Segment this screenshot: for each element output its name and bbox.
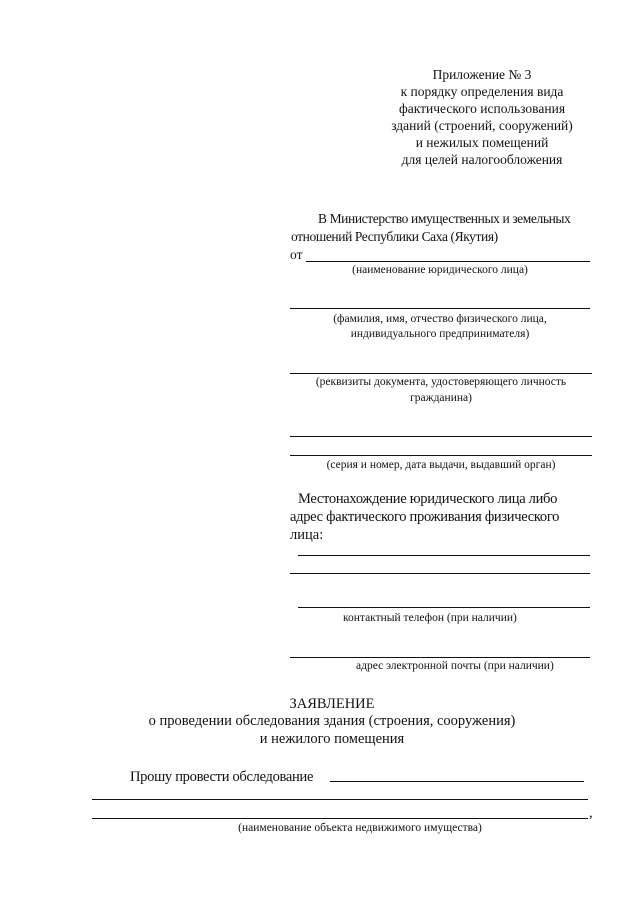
appendix-block xyxy=(370,66,594,168)
id-document-caption-line1: (реквизиты документа, удостоверяющего личность xyxy=(315,376,567,388)
from-label: от xyxy=(290,247,303,262)
request-object-field-line2[interactable] xyxy=(92,799,588,800)
addressee-line2: отношений Республики Саха (Якутия) xyxy=(291,229,498,244)
appendix-line: для целей налогообложения xyxy=(401,152,563,167)
statement-subtitle-line2: и нежилого помещения xyxy=(259,731,405,747)
person-caption-line1: (фамилия, имя, отчество физического лица, xyxy=(333,313,547,325)
location-line2: адрес фактического проживания физического xyxy=(290,509,560,525)
address-field-line2[interactable] xyxy=(290,573,590,574)
request-object-field-line3[interactable] xyxy=(92,818,588,819)
request-text: Прошу провести обследование xyxy=(130,769,314,785)
appendix-line: зданий (строений, сооружений) xyxy=(391,118,573,133)
statement-title: ЗАЯВЛЕНИЕ xyxy=(289,696,375,712)
appendix-line: и нежилых помещений xyxy=(415,135,549,150)
id-document-caption-line2: гражданина) xyxy=(410,392,472,404)
person-caption-line2: индивидуального предпринимателя) xyxy=(350,328,530,340)
location-line1: Местонахождение юридического лица либо xyxy=(298,491,558,507)
series-caption: (серия и номер, дата выдачи, выдавший орган) xyxy=(326,459,556,471)
phone-field[interactable] xyxy=(298,607,590,608)
address-field-line1[interactable] xyxy=(298,555,590,556)
person-name-field[interactable] xyxy=(290,308,590,309)
appendix-title: Приложение № 3 xyxy=(432,67,532,82)
location-line3: лица: xyxy=(290,527,324,543)
statement-subtitle-line1: о проведении обследования здания (строения, сооружения) xyxy=(148,713,516,729)
email-caption: адрес электронной почты (при наличии) xyxy=(356,660,554,672)
series-field-line1[interactable] xyxy=(290,436,592,437)
series-field-line2[interactable] xyxy=(290,455,592,456)
object-caption: (наименование объекта недвижимого имущества) xyxy=(238,822,482,834)
phone-caption: контактный телефон (при наличии) xyxy=(343,612,517,624)
legal-entity-caption: (наименование юридического лица) xyxy=(352,264,528,276)
request-object-field-line1[interactable] xyxy=(330,781,584,782)
trailing-comma: , xyxy=(589,805,593,821)
appendix-line: к порядку определения вида xyxy=(400,84,564,99)
appendix-line: фактического использования xyxy=(398,101,566,116)
addressee-line1: В Министерство имущественных и земельных xyxy=(318,211,571,226)
